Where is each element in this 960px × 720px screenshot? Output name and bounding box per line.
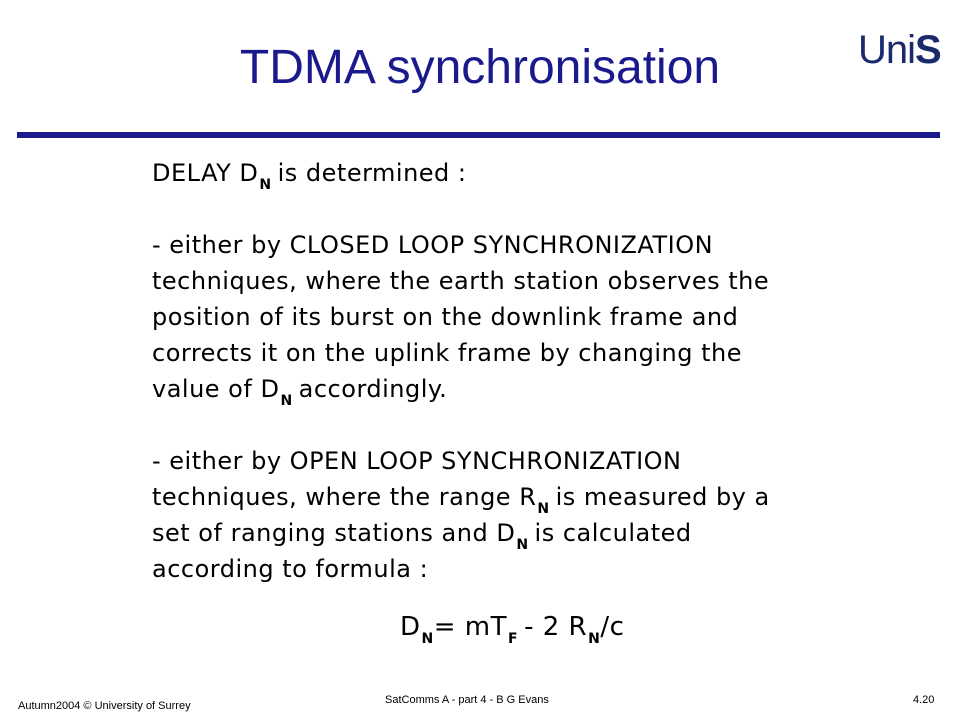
delay-formula <box>400 612 625 647</box>
open-loop-line-1: - either by OPEN LOOP SYNCHRONIZATION <box>152 447 682 475</box>
open-loop-line-2 <box>152 479 770 515</box>
heading-text-pre: DELAY D <box>152 159 259 187</box>
unis-logo <box>858 26 941 74</box>
open-loop-line-3-subscript: N <box>516 537 529 553</box>
closed-loop-line-3: position of its burst on the downlink frame and <box>152 303 739 331</box>
closed-loop-line-4: corrects it on the uplink frame by changing the <box>152 339 742 367</box>
formula-eq: = mT <box>433 612 508 642</box>
footer-slide-number: 4.20 <box>913 694 935 706</box>
open-loop-line-3-post: is calculated <box>534 519 692 547</box>
open-loop-line-3-pre: set of ranging stations and D <box>152 519 516 547</box>
formula-tail: /c <box>600 612 625 642</box>
formula-r-subscript: N <box>588 631 601 647</box>
closed-loop-line-5-pre: value of D <box>152 375 280 403</box>
closed-loop-line-5 <box>152 371 447 407</box>
formula-minus: - 2 R <box>524 612 588 642</box>
body-heading <box>152 155 467 191</box>
footer-course: SatComms A - part 4 - B G Evans <box>385 694 549 706</box>
closed-loop-line-1: - either by CLOSED LOOP SYNCHRONIZATION <box>152 231 714 259</box>
open-loop-line-2-post: is measured by a <box>555 483 770 511</box>
formula-t-subscript: F <box>508 631 519 647</box>
logo-text-s: S <box>915 28 941 72</box>
heading-text-post: is determined : <box>277 159 467 187</box>
closed-loop-line-5-subscript: N <box>280 393 293 409</box>
closed-loop-line-5-post: accordingly. <box>298 375 448 403</box>
open-loop-line-2-subscript: N <box>537 501 550 517</box>
footer-copyright: Autumn2004 © University of Surrey <box>18 700 191 712</box>
heading-subscript: N <box>259 177 272 193</box>
closed-loop-line-2: techniques, where the earth station observes the <box>152 267 770 295</box>
open-loop-line-3 <box>152 515 692 551</box>
open-loop-line-4: according to formula : <box>152 555 429 583</box>
formula-d-subscript: N <box>421 631 434 647</box>
formula-d: D <box>400 612 421 642</box>
open-loop-line-2-pre: techniques, where the range R <box>152 483 537 511</box>
title-divider <box>17 132 940 138</box>
logo-text-uni: Uni <box>858 28 916 72</box>
slide-title: TDMA synchronisation <box>239 41 721 94</box>
